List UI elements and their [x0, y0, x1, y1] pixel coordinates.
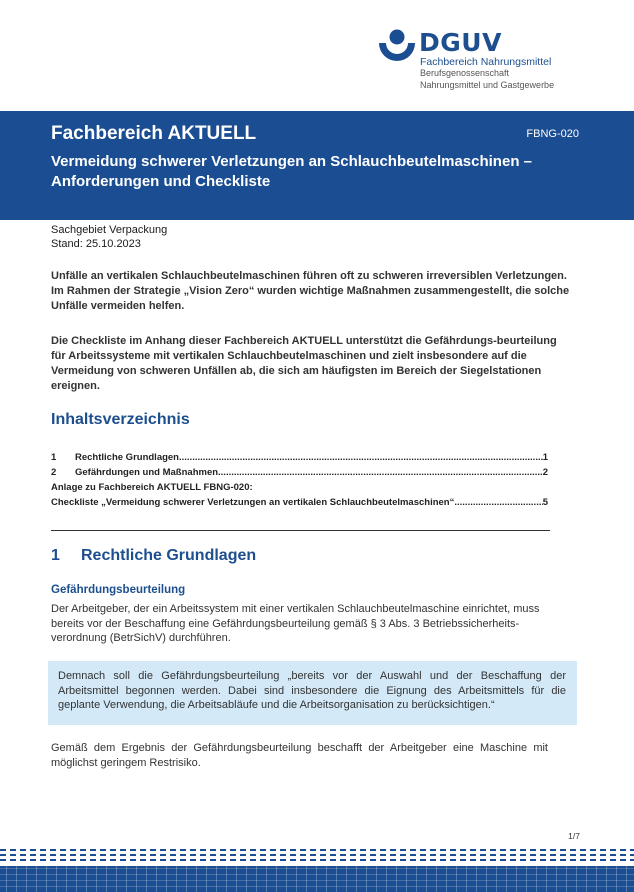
subheading-gefaehrdungsbeurteilung: Gefährdungsbeurteilung: [51, 584, 186, 596]
page-number: 1/7: [568, 831, 580, 841]
document-meta: [51, 223, 167, 251]
section-1-paragraph-2: Gemäß dem Ergebnis der Gefährdungsbeurteilung beschafft der Arbeitgeber eine Maschine mit möglichst geringem Restrisiko.: [51, 742, 548, 769]
section-title: Rechtliche Grundlagen: [81, 547, 257, 564]
section-1-heading: [51, 547, 256, 565]
toc-entry-title: Rechtliche Grundlagen: [75, 452, 179, 463]
toc-annex-entry[interactable]: [51, 495, 548, 510]
quote-box: [48, 661, 577, 725]
title-band: [0, 111, 634, 220]
toc-heading: Inhaltsverzeichnis: [51, 411, 190, 428]
toc-annex-page: 5: [542, 497, 548, 508]
toc-entry-page: 1: [542, 452, 548, 463]
logo-line1: Fachbereich Nahrungsmittel: [420, 56, 552, 68]
document-subtitle: Vermeidung schwerer Verletzungen an Schlauchbeutelmaschinen – Anforderungen und Checkliste: [51, 153, 532, 190]
logo-line3: Nahrungsmittel und Gastgewerbe: [420, 80, 555, 90]
dguv-logo-icon: [377, 26, 417, 66]
toc-entry-number: 1: [51, 452, 57, 463]
logo-line2: Berufsgenossenschaft: [420, 68, 510, 78]
toc-entry-2[interactable]: [51, 465, 548, 480]
intro-paragraph-1: Unfälle an vertikalen Schlauchbeutelmaschinen führen oft zu schweren irreversiblen Verletzungen. Im Rahmen der Strategie „Vision Zero“ wurden wichtige Maßnahmen zusammengestellt, die solche Unfälle vermeiden helfen.: [51, 270, 570, 312]
document-code: FBNG-020: [526, 128, 579, 140]
toc-entry-number: 2: [51, 467, 57, 478]
stand-date: Stand: 25.10.2023: [51, 238, 141, 250]
section-1-paragraph-1: Der Arbeitgeber, der ein Arbeitssystem mit einer vertikalen Schlauchbeutelmaschine einrichtet, muss bereits vor der Beschaffung eine Gefährdungsbeurteilung gemäß § 3 Abs. 3 Betriebssicherheits-verordnung (BetrSichV) durchführen.: [51, 603, 540, 644]
dguv-logo: [377, 26, 587, 96]
section-number: 1: [51, 547, 60, 564]
logo-name: DGUV: [419, 28, 502, 57]
quote-text: Demnach soll die Gefährdungsbeurteilung „bereits vor der Auswahl und der Beschaffung der Arbeitsmittel begonnen werden. Dabei sind insbesondere die Eignung des Arbeitsmittels für die geplante Verwendung, die Arbeitsabläufe und die Arbeitsorganisation zu berücksichtigen.“: [58, 670, 566, 711]
toc-leader-dots: [179, 450, 543, 465]
intro-paragraph-2: Die Checkliste im Anhang dieser Fachbereich AKTUELL unterstützt die Gefährdungs-beurteilung für Arbeitssysteme mit vertikalen Schlauchbeutelmaschinen und zielt insbesondere auf die Vermeidung von schweren Unfällen ab, die sich am häufigsten im Bereich der Siegelstationen ereignen.: [51, 335, 557, 392]
toc-entry-1[interactable]: [51, 450, 548, 465]
toc-divider: [51, 530, 550, 531]
toc-leader-dots: [454, 495, 542, 510]
table-of-contents: [51, 450, 548, 510]
sachgebiet: Sachgebiet Verpackung: [51, 224, 168, 236]
toc-entry-page: 2: [542, 467, 548, 478]
toc-leader-dots: [218, 465, 543, 480]
toc-entry-title: Gefährdungen und Maßnahmen: [75, 467, 219, 478]
document-title: Fachbereich AKTUELL: [51, 123, 257, 144]
toc-annex-line2: Checkliste „Vermeidung schwerer Verletzungen an vertikalen Schlauchbeutelmaschinen“: [51, 497, 455, 508]
toc-annex-line1[interactable]: Anlage zu Fachbereich AKTUELL FBNG-020:: [51, 482, 253, 493]
footer-band: [0, 866, 634, 892]
